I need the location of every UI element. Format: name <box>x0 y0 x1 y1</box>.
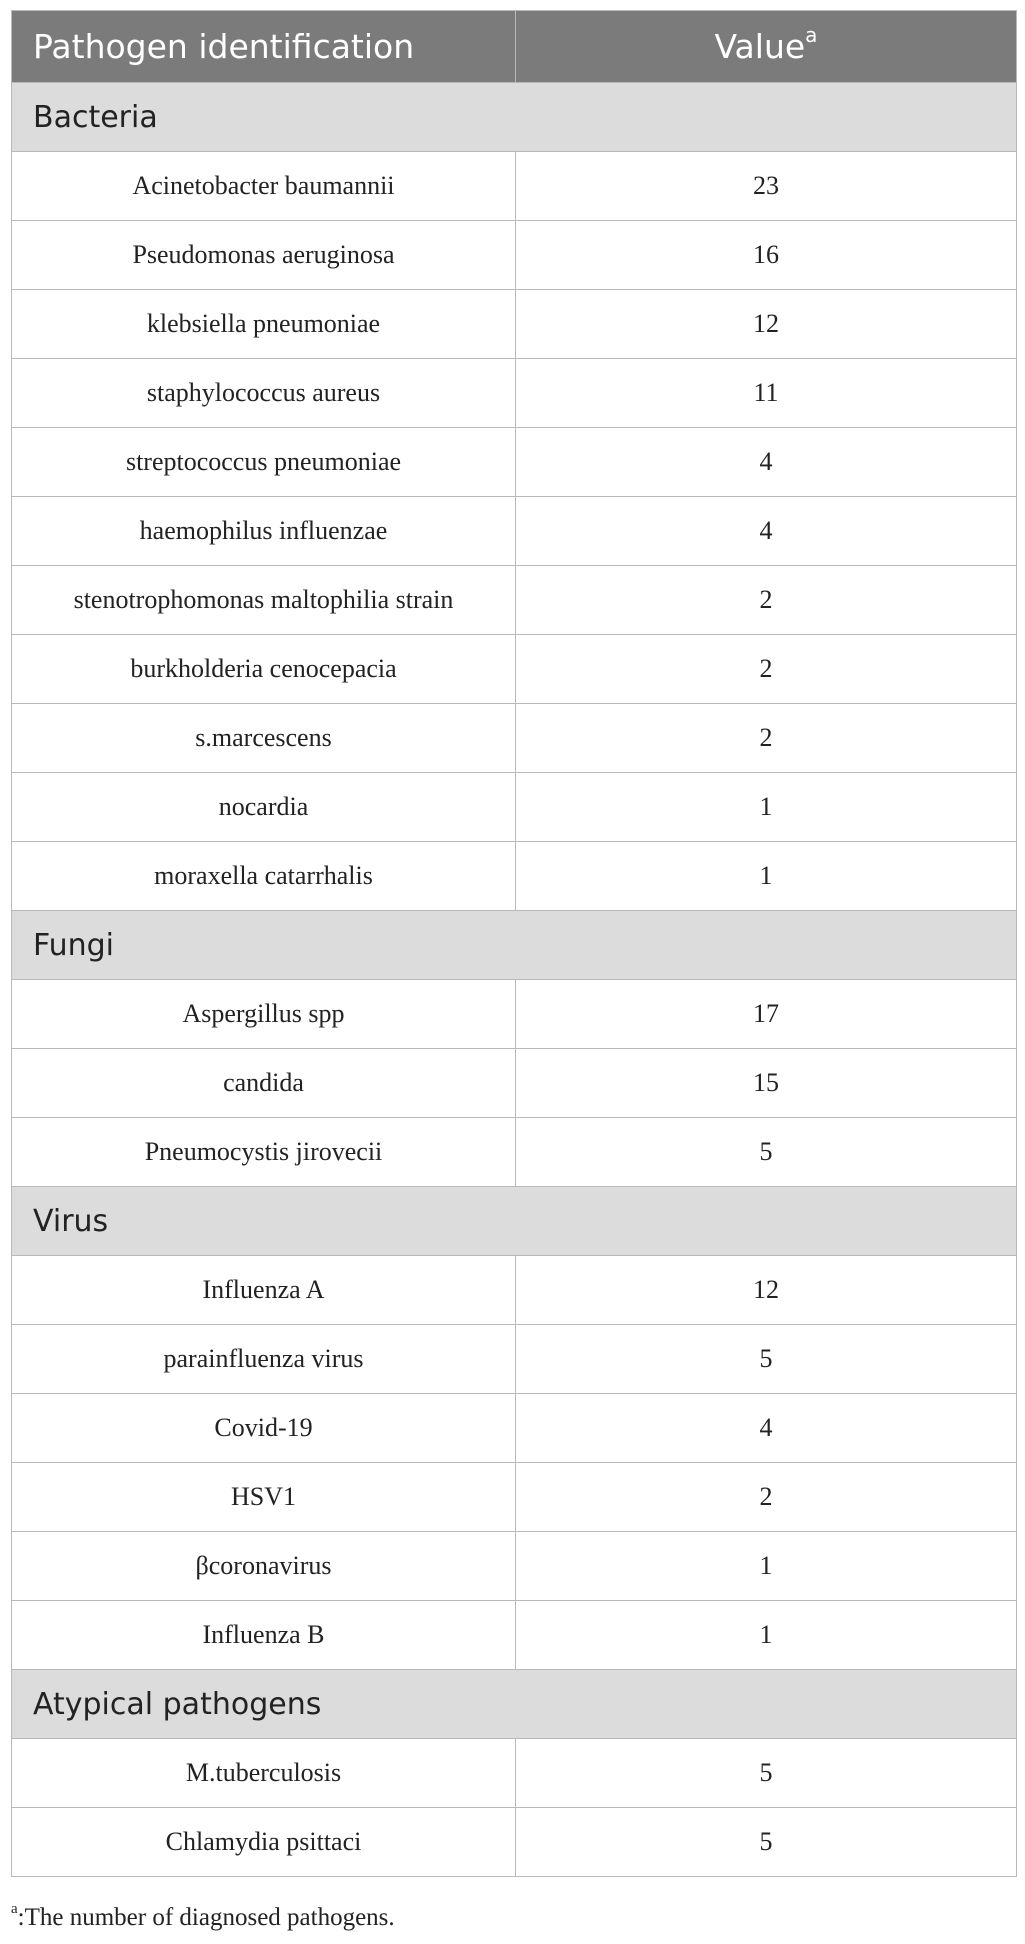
pathogen-value-cell: 12 <box>516 290 1017 359</box>
pathogen-value-cell: 5 <box>516 1118 1017 1187</box>
table-row <box>12 152 1017 221</box>
pathogen-value-cell: 2 <box>516 704 1017 773</box>
section-row <box>12 1187 1017 1256</box>
table-row <box>12 842 1017 911</box>
pathogen-value-cell: 2 <box>516 635 1017 704</box>
table-row <box>12 1256 1017 1325</box>
pathogen-value-cell: 4 <box>516 1394 1017 1463</box>
pathogen-table-container <box>11 10 1016 1877</box>
pathogen-name-cell: staphylococcus aureus <box>12 359 516 428</box>
pathogen-value-cell: 4 <box>516 497 1017 566</box>
pathogen-value-cell: 4 <box>516 428 1017 497</box>
section-title: Bacteria <box>12 83 1017 152</box>
table-body <box>12 83 1017 1877</box>
pathogen-name-cell: Influenza B <box>12 1601 516 1670</box>
pathogen-name-cell: Pneumocystis jirovecii <box>12 1118 516 1187</box>
pathogen-value-cell: 1 <box>516 1532 1017 1601</box>
pathogen-name-cell: Covid-19 <box>12 1394 516 1463</box>
table-row <box>12 497 1017 566</box>
pathogen-value-cell: 5 <box>516 1325 1017 1394</box>
pathogen-value-cell: 23 <box>516 152 1017 221</box>
pathogen-name-cell: parainfluenza virus <box>12 1325 516 1394</box>
pathogen-name-cell: streptococcus pneumoniae <box>12 428 516 497</box>
footnote-text: :The number of diagnosed pathogens. <box>17 1904 395 1931</box>
section-row <box>12 911 1017 980</box>
pathogen-name-cell: Influenza A <box>12 1256 516 1325</box>
table-row <box>12 359 1017 428</box>
pathogen-name-cell: Acinetobacter baumannii <box>12 152 516 221</box>
section-title: Atypical pathogens <box>12 1670 1017 1739</box>
pathogen-value-cell: 1 <box>516 842 1017 911</box>
pathogen-name-cell: Chlamydia psittaci <box>12 1808 516 1877</box>
pathogen-value-cell: 5 <box>516 1739 1017 1808</box>
header-pathogen-identification <box>12 11 516 83</box>
table-row <box>12 1325 1017 1394</box>
pathogen-value-cell: 16 <box>516 221 1017 290</box>
pathogen-name-cell: stenotrophomonas maltophilia strain <box>12 566 516 635</box>
pathogen-name-cell: s.marcescens <box>12 704 516 773</box>
pathogen-name-cell: burkholderia cenocepacia <box>12 635 516 704</box>
table-row <box>12 1601 1017 1670</box>
table-row <box>12 1532 1017 1601</box>
table-row <box>12 290 1017 359</box>
pathogen-name-cell: candida <box>12 1049 516 1118</box>
pathogen-name-cell: Pseudomonas aeruginosa <box>12 221 516 290</box>
pathogen-value-cell: 1 <box>516 773 1017 842</box>
footnote-marker: a <box>11 1901 18 1917</box>
table-row <box>12 635 1017 704</box>
pathogen-value-cell: 15 <box>516 1049 1017 1118</box>
table-row <box>12 980 1017 1049</box>
header-col2-label: Value <box>714 27 806 66</box>
section-row <box>12 1670 1017 1739</box>
table-row <box>12 1463 1017 1532</box>
pathogen-name-cell: nocardia <box>12 773 516 842</box>
table-header-row <box>12 11 1017 83</box>
table-row <box>12 773 1017 842</box>
pathogen-value-cell: 11 <box>516 359 1017 428</box>
table-row <box>12 428 1017 497</box>
section-title: Virus <box>12 1187 1017 1256</box>
table-row <box>12 1808 1017 1877</box>
pathogen-name-cell: haemophilus influenzae <box>12 497 516 566</box>
pathogen-name-cell: M.tuberculosis <box>12 1739 516 1808</box>
pathogen-name-cell: HSV1 <box>12 1463 516 1532</box>
pathogen-name-cell: βcoronavirus <box>12 1532 516 1601</box>
header-value <box>516 11 1017 83</box>
table-row <box>12 566 1017 635</box>
section-title: Fungi <box>12 911 1017 980</box>
pathogen-table <box>11 10 1017 1877</box>
header-footnote-marker: a <box>805 23 818 47</box>
pathogen-value-cell: 2 <box>516 566 1017 635</box>
pathogen-value-cell: 5 <box>516 1808 1017 1877</box>
table-row <box>12 1118 1017 1187</box>
section-row <box>12 83 1017 152</box>
pathogen-value-cell: 1 <box>516 1601 1017 1670</box>
pathogen-value-cell: 2 <box>516 1463 1017 1532</box>
pathogen-value-cell: 17 <box>516 980 1017 1049</box>
table-row <box>12 1394 1017 1463</box>
pathogen-name-cell: Aspergillus spp <box>12 980 516 1049</box>
table-row <box>12 704 1017 773</box>
pathogen-name-cell: klebsiella pneumoniae <box>12 290 516 359</box>
table-row <box>12 1049 1017 1118</box>
pathogen-value-cell: 12 <box>516 1256 1017 1325</box>
table-row <box>12 1739 1017 1808</box>
pathogen-name-cell: moraxella catarrhalis <box>12 842 516 911</box>
table-row <box>12 221 1017 290</box>
header-col1-label: Pathogen identification <box>33 27 415 66</box>
table-footnote <box>11 1901 395 1932</box>
